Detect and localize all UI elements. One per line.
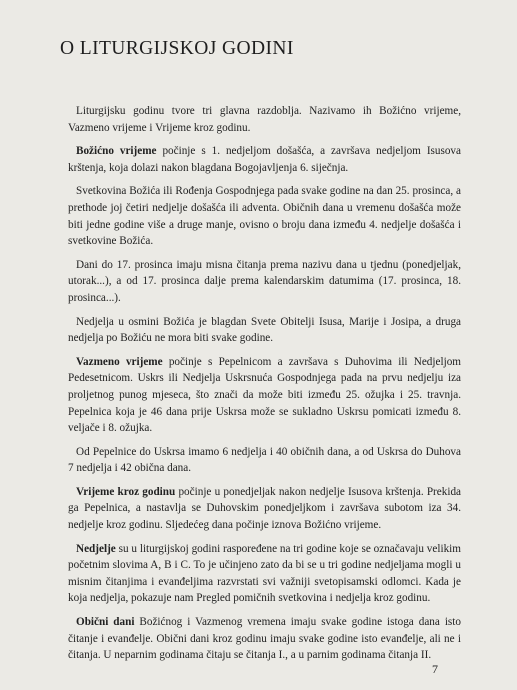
paragraph-8: Vrijeme kroz godinu počinje u ponedjeljak nakon nedjelje Isusova krštenja. Prekida ga Pepelnica, a nastavlja se Duhovskim ponedjeljkom i završava subotom iza 34. nedjelje kroz godinu. Sljedećeg dana počinje iznova Božićno vrijeme. xyxy=(68,485,462,532)
paragraph-5: Nedjelja u osmini Božića je blagdan Svete Obitelji Isusa, Marije i Josipa, a druga nedjelja po Božiću ne mora biti svake godine. xyxy=(68,315,461,345)
paragraph-4: Dani do 17. prosinca imaju misna čitanja prema nazivu dana u tjednu (ponedjeljak, utorak...), a od 17. prosinca dalje prema kalendarskim datumima (17. prosinca, 18. prosinca...). xyxy=(68,258,461,304)
chapter-title: O LITURGIJSKOJ GODINI xyxy=(60,38,294,59)
term-bold: Vazmeno vrijeme xyxy=(76,355,163,368)
paragraph-6: Vazmeno vrijeme počinje s Pepelnicom a završava s Duhovima ili Nedjeljom Pedesetnicom. Uskrs ili Nedjelja Uskrsnuća Gospodnjega pada na prvu nedjelju iza proljetnog punog mjeseca, što znači da može biti između 25. ožujka i 25. travnja. Pepelnica koja je 46 dana prije Uskrsa može se sukladno Uskrsu pomicati između 8. veljače i 8. ožujka. xyxy=(68,355,461,435)
page-number: 7 xyxy=(432,662,438,676)
term-bold: Nedjelje xyxy=(76,542,116,555)
term-bold: Vrijeme kroz godinu xyxy=(76,485,176,498)
body-text xyxy=(68,103,461,671)
paragraph-9: Nedjelje su u liturgijskoj godini raspoređene na tri godine koje se označavaju velikim početnim slovima A, B i C. To je učinjeno zato da bi se u tri godine nedjeljama mogli u misnim čitanjima i evanđeljima razvrstati svi važniji svetopisamski odlomci. Kada je koja nedjelja, pokazuje nam Pregled pomičnih svetkovina i nedjelja kroz godinu. xyxy=(68,542,461,605)
term-bold: Obični dani xyxy=(76,616,135,629)
paragraph-1: Liturgijsku godinu tvore tri glavna razdoblja. Nazivamo ih Božićno vrijeme, Vazmeno vrijeme i Vrijeme kroz godinu. xyxy=(68,105,461,134)
paragraph-10: Obični dani Božićnog i Vazmenog vremena imaju svake godine istoga dana isto čitanje i evanđelje. Obični dani kroz godinu imaju svake godine isto evanđelje, ali ne i čitanja. U neparnim godinama čitaju se čitanja I., a u parnim godinama čitanja II. xyxy=(68,616,461,662)
paragraph-7: Od Pepelnice do Uskrsa imamo 6 nedjelja i 40 običnih dana, a od Uskrsa do Duhova 7 nedjelja i 42 obična dana. xyxy=(68,445,461,475)
term-bold: Božićno vrijeme xyxy=(76,145,157,158)
paragraph-3: Svetkovina Božića ili Rođenja Gospodnjega pada svake godine na dan 25. prosinca, a prethode joj četiri nedjelje došašća ili adventa. Običnih dana u vremenu došašća može biti jedne godine više a druge manje, ovisno o broju dana između 4. nedjelje došašća i svetkovine Božića. xyxy=(68,185,461,248)
paragraph-2: Božićno vrijeme počinje s 1. nedjeljom došašća, a završava nedjeljom Isusova krštenja, koja dolazi nakon blagdana Bogojavljenja 6. siječnja. xyxy=(68,145,461,174)
